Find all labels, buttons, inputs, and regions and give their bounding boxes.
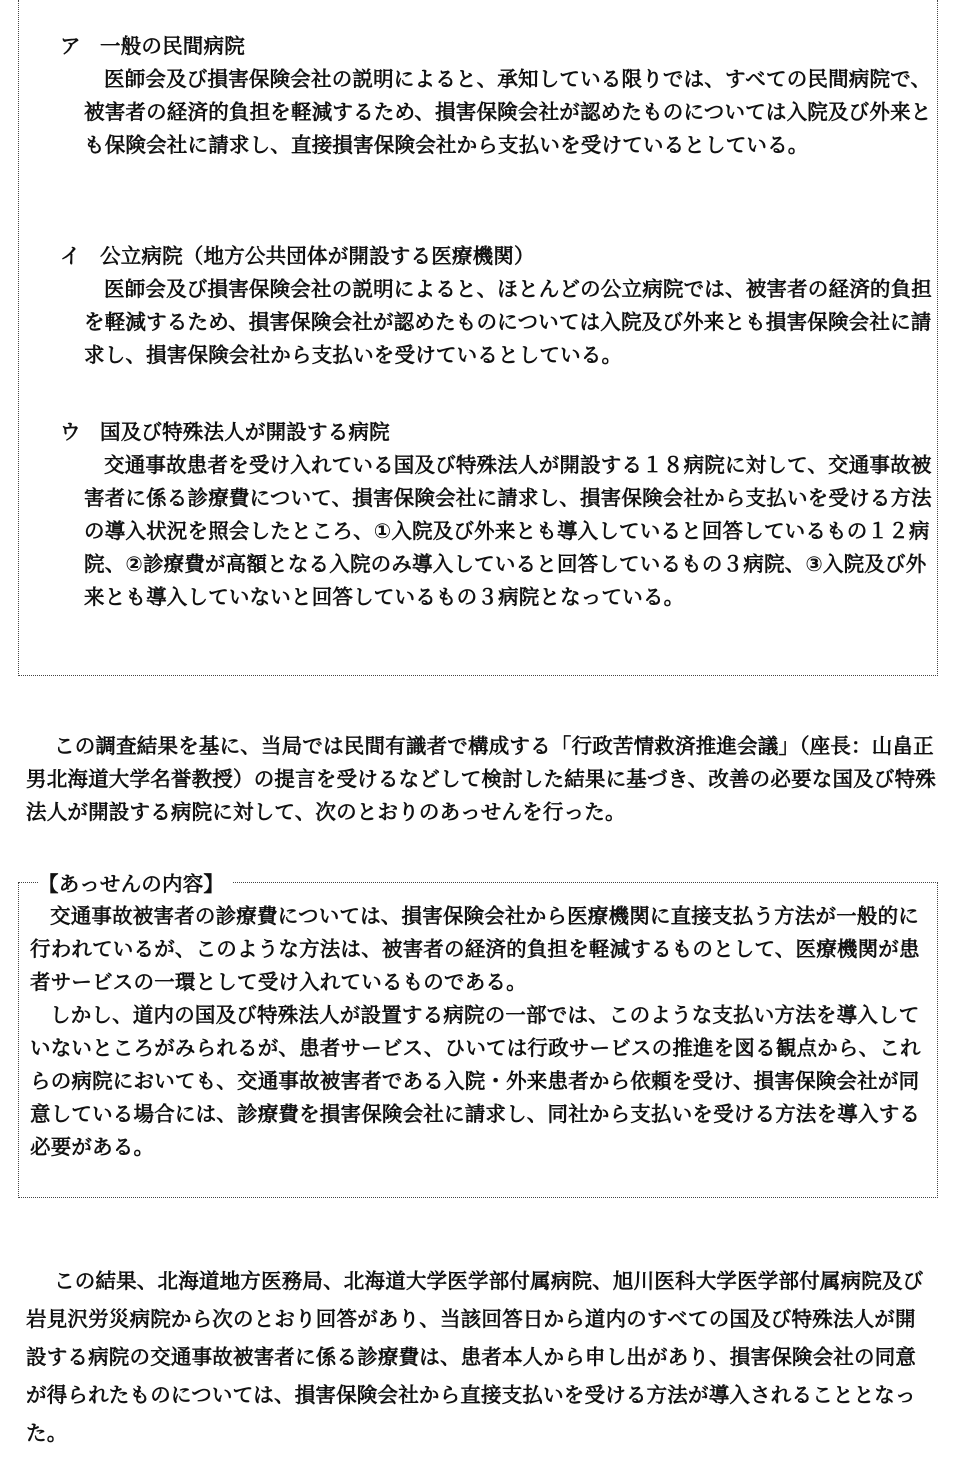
section-a bbox=[60, 30, 935, 162]
section-a-body: 医師会及び損害保険会社の説明によると、承知している限りでは、すべての民間病院で、被害者の経済的負担を軽減するため、損害保険会社が認めたものについては入院及び外来とも保険会社に請求し、直接損害保険会社から支払いを受けているとしている。 bbox=[84, 67, 932, 157]
section-u bbox=[60, 416, 935, 614]
section-u-body: 交通事故患者を受け入れている国及び特殊法人が開設する１８病院に対して、交通事故被害者に係る診療費について、損害保険会社に請求し、損害保険会社から支払いを受ける方法の導入状況を照会したところ、①入院及び外来とも導入していると回答しているもの１２病院、②診療費が高額となる入院のみ導入していると回答しているもの３病院、③入院及び外来とも導入していないと回答しているもの３病院となっている。 bbox=[84, 453, 932, 609]
paragraph-survey-conclusion: この調査結果を基に、当局では民間有識者で構成する「行政苦情救済推進会議」（座長：山畠正男北海道大学名誉教授）の提言を受けるなどして検討した結果に基づき、改善の必要な国及び特殊法人が開設する病院に対して、次のとおりのあっせんを行った。 bbox=[26, 734, 936, 824]
section-a-heading: 一般の民間病院 bbox=[100, 34, 245, 58]
section-u-marker: ウ bbox=[60, 420, 81, 444]
section-i bbox=[60, 240, 935, 372]
section-i-heading: 公立病院（地方公共団体が開設する医療機関） bbox=[100, 244, 535, 268]
mediation-body bbox=[30, 900, 930, 1164]
mediation-para-1: 交通事故被害者の診療費については、損害保険会社から医療機関に直接支払う方法が一般的に行われているが、このような方法は、被害者の経済的負担を軽減するものとして、医療機関が患者サービスの一環として受け入れているものである。 bbox=[30, 904, 920, 994]
mediation-para-2: しかし、道内の国及び特殊法人が設置する病院の一部では、このような支払い方法を導入していないところがみられるが、患者サービス、ひいては行政サービスの推進を図る観点から、これらの病院においても、交通事故被害者である入院・外来患者から依頼を受け、損害保険会社が同意している場合には、診療費を損害保険会社に請求し、同社から支払いを受ける方法を導入する必要がある。 bbox=[30, 1003, 921, 1159]
section-u-heading: 国及び特殊法人が開設する病院 bbox=[100, 420, 390, 444]
section-i-marker: イ bbox=[60, 244, 81, 268]
section-a-marker: ア bbox=[60, 34, 81, 58]
section-i-body: 医師会及び損害保険会社の説明によると、ほとんどの公立病院では、被害者の経済的負担を軽減するため、損害保険会社が認めたものについては入院及び外来とも損害保険会社に請求し、損害保険会社から支払いを受けているとしている。 bbox=[84, 277, 932, 367]
mediation-title: 【あっせんの内容】 bbox=[38, 868, 232, 901]
paragraph-result: この結果、北海道地方医務局、北海道大学医学部付属病院、旭川医科大学医学部付属病院及び岩見沢労災病院から次のとおり回答があり、当該回答日から道内のすべての国及び特殊法人が開設する病院の交通事故被害者に係る診療費は、患者本人から申し出があり、損害保険会社の同意が得られたものについては、損害保険会社から直接支払いを受ける方法が導入されることとなった。 bbox=[26, 1269, 924, 1445]
